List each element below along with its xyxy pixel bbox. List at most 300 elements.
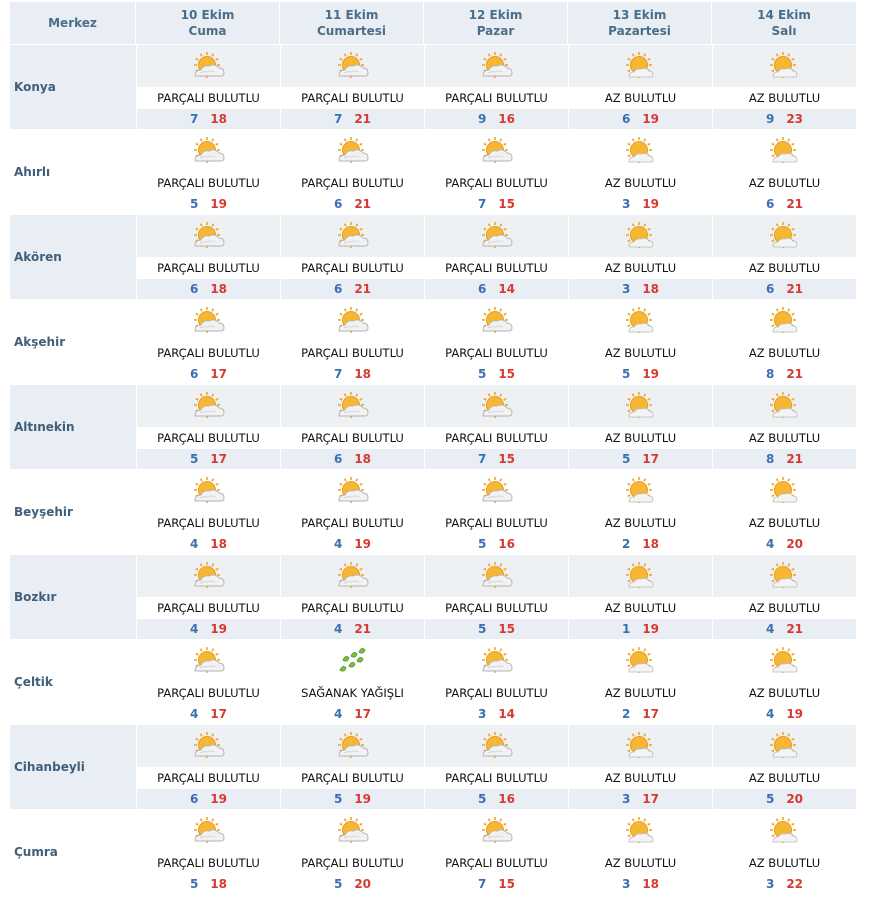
- temperature-range: [281, 704, 424, 724]
- temperature-range: [713, 534, 856, 554]
- partly-cloudy-icon: [137, 555, 280, 597]
- weather-description: AZ BULUTLU: [713, 342, 856, 364]
- day-forecast-cell: [568, 810, 712, 894]
- max-temperature: 18: [354, 367, 372, 381]
- weather-description: PARÇALI BULUTLU: [425, 597, 568, 619]
- weather-description: PARÇALI BULUTLU: [137, 427, 280, 449]
- temperature-range: [569, 109, 712, 129]
- partly-cloudy-icon: [137, 215, 280, 257]
- max-temperature: 18: [210, 537, 228, 551]
- mostly-sunny-icon: [569, 215, 712, 257]
- temperature-range: [137, 364, 280, 384]
- day-forecast-cell: [712, 725, 856, 809]
- city-name[interactable]: Cihanbeyli: [10, 725, 136, 809]
- temperature-range: [137, 704, 280, 724]
- weather-description: PARÇALI BULUTLU: [425, 342, 568, 364]
- day-forecast-cell: [136, 385, 280, 469]
- temperature-range: [425, 874, 568, 894]
- day-forecast-cell: [424, 810, 568, 894]
- min-temperature: 6: [333, 282, 343, 296]
- header-day-4: [568, 2, 712, 44]
- mostly-sunny-icon: [569, 130, 712, 172]
- day-forecast-cell: [136, 725, 280, 809]
- temperature-range: [569, 534, 712, 554]
- max-temperature: 16: [498, 792, 516, 806]
- max-temperature: 18: [210, 282, 228, 296]
- day-forecast-cell: [136, 45, 280, 129]
- max-temperature: 19: [354, 792, 372, 806]
- city-row: [10, 215, 856, 299]
- temperature-range: [137, 789, 280, 809]
- min-temperature: 6: [333, 197, 343, 211]
- temperature-range: [425, 619, 568, 639]
- max-temperature: 19: [354, 537, 372, 551]
- partly-cloudy-icon: [137, 725, 280, 767]
- max-temperature: 19: [210, 197, 228, 211]
- weather-description: AZ BULUTLU: [569, 342, 712, 364]
- header-weekday: Cuma: [188, 24, 227, 38]
- city-row: [10, 555, 856, 639]
- min-temperature: 4: [333, 622, 343, 636]
- min-temperature: 3: [621, 792, 631, 806]
- min-temperature: 5: [477, 622, 487, 636]
- weather-description: PARÇALI BULUTLU: [137, 682, 280, 704]
- temperature-range: [137, 194, 280, 214]
- temperature-range: [713, 109, 856, 129]
- weather-description: PARÇALI BULUTLU: [281, 87, 424, 109]
- min-temperature: 6: [333, 452, 343, 466]
- min-temperature: 4: [333, 537, 343, 551]
- temperature-range: [425, 364, 568, 384]
- min-temperature: 5: [621, 367, 631, 381]
- day-forecast-cell: [712, 640, 856, 724]
- min-temperature: 5: [477, 792, 487, 806]
- day-forecast-cell: [280, 385, 424, 469]
- max-temperature: 16: [498, 537, 516, 551]
- max-temperature: 21: [354, 622, 372, 636]
- min-temperature: 5: [765, 792, 775, 806]
- max-temperature: 18: [210, 112, 228, 126]
- max-temperature: 18: [354, 452, 372, 466]
- max-temperature: 17: [642, 792, 660, 806]
- min-temperature: 6: [189, 367, 199, 381]
- max-temperature: 18: [642, 877, 660, 891]
- day-forecast-cell: [136, 555, 280, 639]
- mostly-sunny-icon: [569, 810, 712, 852]
- city-row: [10, 130, 856, 214]
- temperature-range: [713, 364, 856, 384]
- city-name[interactable]: Ahırlı: [14, 165, 51, 179]
- mostly-sunny-icon: [569, 470, 712, 512]
- weather-description: AZ BULUTLU: [569, 512, 712, 534]
- max-temperature: 14: [498, 282, 516, 296]
- min-temperature: 8: [765, 367, 775, 381]
- header-weekday: Salı: [771, 24, 797, 38]
- min-temperature: 6: [477, 282, 487, 296]
- max-temperature: 21: [786, 452, 804, 466]
- max-temperature: 21: [786, 197, 804, 211]
- max-temperature: 17: [642, 707, 660, 721]
- header-merkez: [10, 2, 136, 44]
- max-temperature: 21: [786, 282, 804, 296]
- max-temperature: 20: [786, 792, 804, 806]
- day-forecast-cell: [280, 555, 424, 639]
- weather-description: PARÇALI BULUTLU: [281, 512, 424, 534]
- day-forecast-cell: [280, 215, 424, 299]
- day-forecast-cell: [568, 385, 712, 469]
- weather-description: AZ BULUTLU: [569, 172, 712, 194]
- temperature-range: [137, 279, 280, 299]
- weather-description: PARÇALI BULUTLU: [281, 427, 424, 449]
- temperature-range: [137, 109, 280, 129]
- min-temperature: 7: [189, 112, 199, 126]
- mostly-sunny-icon: [569, 555, 712, 597]
- weather-description: AZ BULUTLU: [569, 852, 712, 874]
- temperature-range: [281, 534, 424, 554]
- city-row: [10, 470, 856, 554]
- temperature-range: [569, 619, 712, 639]
- temperature-range: [281, 109, 424, 129]
- partly-cloudy-icon: [281, 300, 424, 342]
- partly-cloudy-icon: [281, 385, 424, 427]
- mostly-sunny-icon: [713, 215, 856, 257]
- mostly-sunny-icon: [569, 300, 712, 342]
- temperature-range: [569, 364, 712, 384]
- day-forecast-cell: [424, 470, 568, 554]
- day-forecast-cell: [712, 45, 856, 129]
- partly-cloudy-icon: [425, 555, 568, 597]
- city-row: [10, 385, 856, 469]
- partly-cloudy-icon: [281, 725, 424, 767]
- temperature-range: [281, 789, 424, 809]
- temperature-range: [281, 449, 424, 469]
- temperature-range: [425, 789, 568, 809]
- min-temperature: 4: [189, 537, 199, 551]
- max-temperature: 19: [642, 197, 660, 211]
- temperature-range: [569, 704, 712, 724]
- max-temperature: 19: [210, 622, 228, 636]
- max-temperature: 21: [354, 112, 372, 126]
- weather-description: PARÇALI BULUTLU: [425, 427, 568, 449]
- day-forecast-cell: [280, 470, 424, 554]
- header-day-1: [136, 2, 280, 44]
- min-temperature: 5: [477, 537, 487, 551]
- temperature-range: [137, 534, 280, 554]
- max-temperature: 17: [642, 452, 660, 466]
- day-forecast-cell: [136, 640, 280, 724]
- weather-description: AZ BULUTLU: [713, 852, 856, 874]
- day-forecast-cell: [280, 300, 424, 384]
- weather-description: AZ BULUTLU: [713, 87, 856, 109]
- day-forecast-cell: [568, 725, 712, 809]
- city-row: [10, 300, 856, 384]
- max-temperature: 18: [642, 282, 660, 296]
- temperature-range: [713, 874, 856, 894]
- max-temperature: 19: [642, 112, 660, 126]
- partly-cloudy-icon: [425, 385, 568, 427]
- day-forecast-cell: [280, 640, 424, 724]
- max-temperature: 20: [354, 877, 372, 891]
- mostly-sunny-icon: [713, 45, 856, 87]
- partly-cloudy-icon: [137, 640, 280, 682]
- mostly-sunny-icon: [713, 725, 856, 767]
- mostly-sunny-icon: [713, 385, 856, 427]
- day-forecast-cell: [568, 130, 712, 214]
- day-forecast-cell: [568, 555, 712, 639]
- min-temperature: 5: [189, 197, 199, 211]
- min-temperature: 5: [189, 877, 199, 891]
- temperature-range: [425, 194, 568, 214]
- day-forecast-cell: [424, 640, 568, 724]
- temperature-range: [281, 619, 424, 639]
- weather-description: PARÇALI BULUTLU: [281, 852, 424, 874]
- partly-cloudy-icon: [281, 130, 424, 172]
- day-forecast-cell: [712, 385, 856, 469]
- city-name[interactable]: Çumra: [14, 845, 58, 859]
- partly-cloudy-icon: [137, 45, 280, 87]
- day-forecast-cell: [568, 470, 712, 554]
- max-temperature: 21: [786, 367, 804, 381]
- header-day-2: [280, 2, 424, 44]
- weather-description: AZ BULUTLU: [713, 767, 856, 789]
- weather-description: PARÇALI BULUTLU: [137, 512, 280, 534]
- partly-cloudy-icon: [281, 215, 424, 257]
- weather-description: PARÇALI BULUTLU: [137, 852, 280, 874]
- min-temperature: 4: [765, 707, 775, 721]
- temperature-range: [425, 109, 568, 129]
- header-date: 11 Ekim: [324, 8, 379, 22]
- city-row: [10, 810, 856, 894]
- min-temperature: 4: [765, 622, 775, 636]
- temperature-range: [425, 279, 568, 299]
- city-name[interactable]: Akşehir: [14, 335, 66, 349]
- weather-description: PARÇALI BULUTLU: [425, 87, 568, 109]
- day-forecast-cell: [280, 130, 424, 214]
- partly-cloudy-icon: [281, 555, 424, 597]
- weather-description: PARÇALI BULUTLU: [425, 257, 568, 279]
- city-name[interactable]: Bozkır: [10, 555, 136, 639]
- header-weekday: Cumartesi: [317, 24, 386, 38]
- temperature-range: [569, 789, 712, 809]
- min-temperature: 4: [765, 537, 775, 551]
- day-forecast-cell: [136, 300, 280, 384]
- city-row: [10, 45, 856, 129]
- max-temperature: 18: [210, 877, 228, 891]
- city-name[interactable]: Beyşehir: [14, 505, 73, 519]
- max-temperature: 18: [642, 537, 660, 551]
- temperature-range: [569, 279, 712, 299]
- day-forecast-cell: [712, 810, 856, 894]
- day-forecast-cell: [424, 725, 568, 809]
- weather-description: PARÇALI BULUTLU: [137, 342, 280, 364]
- weather-description: PARÇALI BULUTLU: [137, 257, 280, 279]
- min-temperature: 4: [189, 707, 199, 721]
- partly-cloudy-icon: [425, 470, 568, 512]
- mostly-sunny-icon: [569, 385, 712, 427]
- day-forecast-cell: [424, 300, 568, 384]
- city-name[interactable]: Konya: [10, 45, 136, 129]
- min-temperature: 6: [189, 282, 199, 296]
- max-temperature: 20: [786, 537, 804, 551]
- day-forecast-cell: [280, 725, 424, 809]
- weather-description: PARÇALI BULUTLU: [137, 597, 280, 619]
- partly-cloudy-icon: [425, 640, 568, 682]
- partly-cloudy-icon: [281, 470, 424, 512]
- partly-cloudy-icon: [425, 215, 568, 257]
- max-temperature: 22: [786, 877, 804, 891]
- weather-description: AZ BULUTLU: [713, 597, 856, 619]
- min-temperature: 7: [477, 452, 487, 466]
- weather-description: AZ BULUTLU: [569, 257, 712, 279]
- min-temperature: 7: [477, 877, 487, 891]
- min-temperature: 5: [333, 877, 343, 891]
- max-temperature: 19: [210, 792, 228, 806]
- min-temperature: 7: [333, 367, 343, 381]
- min-temperature: 6: [189, 792, 199, 806]
- max-temperature: 21: [786, 622, 804, 636]
- city-name[interactable]: Akören: [10, 215, 136, 299]
- min-temperature: 1: [621, 622, 631, 636]
- min-temperature: 9: [477, 112, 487, 126]
- day-forecast-cell: [712, 470, 856, 554]
- forecast-rows: [10, 45, 856, 894]
- weather-description: PARÇALI BULUTLU: [281, 342, 424, 364]
- min-temperature: 6: [765, 282, 775, 296]
- day-forecast-cell: [424, 130, 568, 214]
- min-temperature: 4: [333, 707, 343, 721]
- day-forecast-cell: [568, 300, 712, 384]
- temperature-range: [137, 619, 280, 639]
- min-temperature: 5: [477, 367, 487, 381]
- mostly-sunny-icon: [713, 130, 856, 172]
- mostly-sunny-icon: [713, 300, 856, 342]
- mostly-sunny-icon: [713, 555, 856, 597]
- temperature-range: [713, 704, 856, 724]
- mostly-sunny-icon: [713, 810, 856, 852]
- mostly-sunny-icon: [569, 45, 712, 87]
- header-weekday: Pazartesi: [608, 24, 671, 38]
- min-temperature: 7: [477, 197, 487, 211]
- max-temperature: 19: [642, 622, 660, 636]
- max-temperature: 15: [498, 367, 516, 381]
- day-forecast-cell: [568, 215, 712, 299]
- partly-cloudy-icon: [281, 45, 424, 87]
- header-day-5: [712, 2, 856, 44]
- min-temperature: 3: [621, 877, 631, 891]
- max-temperature: 19: [786, 707, 804, 721]
- partly-cloudy-icon: [281, 810, 424, 852]
- mostly-sunny-icon: [713, 640, 856, 682]
- partly-cloudy-icon: [425, 810, 568, 852]
- partly-cloudy-icon: [137, 300, 280, 342]
- max-temperature: 17: [354, 707, 372, 721]
- day-forecast-cell: [424, 45, 568, 129]
- day-forecast-cell: [424, 555, 568, 639]
- temperature-range: [137, 449, 280, 469]
- header-weekday: Pazar: [476, 24, 515, 38]
- weather-description: PARÇALI BULUTLU: [137, 87, 280, 109]
- weather-description: PARÇALI BULUTLU: [281, 257, 424, 279]
- day-forecast-cell: [712, 130, 856, 214]
- weather-description: PARÇALI BULUTLU: [425, 682, 568, 704]
- day-forecast-cell: [136, 130, 280, 214]
- temperature-range: [713, 194, 856, 214]
- weather-description: PARÇALI BULUTLU: [137, 172, 280, 194]
- temperature-range: [713, 449, 856, 469]
- weather-description: AZ BULUTLU: [713, 512, 856, 534]
- showers-icon: [281, 640, 424, 682]
- day-forecast-cell: [280, 810, 424, 894]
- temperature-range: [713, 279, 856, 299]
- min-temperature: 5: [621, 452, 631, 466]
- min-temperature: 5: [333, 792, 343, 806]
- max-temperature: 14: [498, 707, 516, 721]
- mostly-sunny-icon: [713, 470, 856, 512]
- mostly-sunny-icon: [569, 640, 712, 682]
- weather-description: AZ BULUTLU: [713, 257, 856, 279]
- min-temperature: 3: [477, 707, 487, 721]
- day-forecast-cell: [136, 215, 280, 299]
- min-temperature: 3: [765, 877, 775, 891]
- temperature-range: [569, 874, 712, 894]
- day-forecast-cell: [136, 810, 280, 894]
- temperature-range: [713, 789, 856, 809]
- weather-description: AZ BULUTLU: [569, 767, 712, 789]
- temperature-range: [281, 874, 424, 894]
- forecast-table: [10, 2, 856, 894]
- min-temperature: 7: [333, 112, 343, 126]
- temperature-range: [425, 449, 568, 469]
- header-merkez-label: Merkez: [48, 16, 97, 30]
- max-temperature: 19: [642, 367, 660, 381]
- day-forecast-cell: [712, 215, 856, 299]
- min-temperature: 3: [621, 282, 631, 296]
- partly-cloudy-icon: [137, 810, 280, 852]
- max-temperature: 17: [210, 367, 228, 381]
- weather-description: PARÇALI BULUTLU: [281, 172, 424, 194]
- city-name[interactable]: Çeltik: [14, 675, 53, 689]
- min-temperature: 2: [621, 537, 631, 551]
- min-temperature: 9: [765, 112, 775, 126]
- max-temperature: 21: [354, 197, 372, 211]
- header-date: 12 Ekim: [468, 8, 523, 22]
- min-temperature: 8: [765, 452, 775, 466]
- min-temperature: 3: [621, 197, 631, 211]
- min-temperature: 4: [189, 622, 199, 636]
- weather-description: AZ BULUTLU: [569, 87, 712, 109]
- weather-description: PARÇALI BULUTLU: [425, 767, 568, 789]
- partly-cloudy-icon: [425, 725, 568, 767]
- mostly-sunny-icon: [569, 725, 712, 767]
- header-date: 10 Ekim: [180, 8, 235, 22]
- temperature-range: [281, 194, 424, 214]
- temperature-range: [281, 279, 424, 299]
- max-temperature: 15: [498, 877, 516, 891]
- weather-description: AZ BULUTLU: [569, 682, 712, 704]
- min-temperature: 6: [765, 197, 775, 211]
- day-forecast-cell: [712, 555, 856, 639]
- weather-description: PARÇALI BULUTLU: [137, 767, 280, 789]
- day-forecast-cell: [280, 45, 424, 129]
- temperature-range: [713, 619, 856, 639]
- city-name[interactable]: Altınekin: [10, 385, 136, 469]
- weather-description: AZ BULUTLU: [713, 172, 856, 194]
- partly-cloudy-icon: [137, 130, 280, 172]
- partly-cloudy-icon: [425, 300, 568, 342]
- weather-description: SAĞANAK YAĞIŞLI: [281, 682, 424, 704]
- weather-description: AZ BULUTLU: [569, 427, 712, 449]
- header-date: 13 Ekim: [612, 8, 667, 22]
